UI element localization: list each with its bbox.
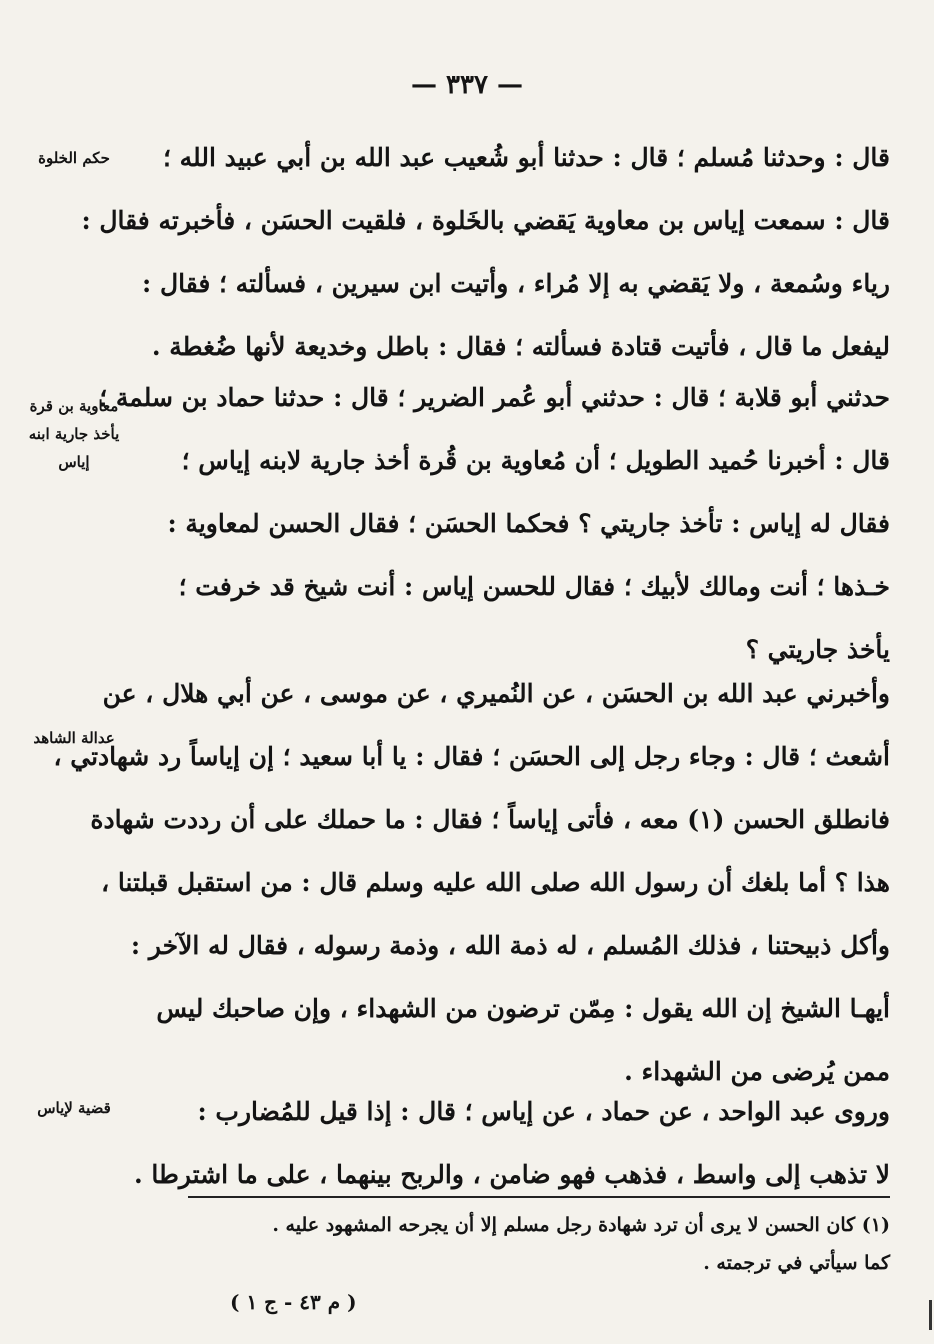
scan-edge-mark [929, 1300, 932, 1330]
text-line: هذا ؟ أما بلغك أن رسول الله صلى الله عليه وسلم قال : من استقبل قبلتنا ، [101, 868, 890, 897]
text-line: أشعث ؛ قال : وجاء رجل إلى الحسَن ؛ فقال : يا أبا سعيد ؛ إن إياساً رد شهادتي ، [53, 742, 890, 771]
text-line: قال : وحدثنا مُسلم ؛ قال : حدثنا أبو شُعيب عبد الله بن أبي عبيد الله ؛ [163, 143, 890, 172]
margin-gloss-seclusion: حكم الخلوة [38, 149, 110, 167]
text-line: فانطلق الحسن (١) معه ، فأتى إياساً ؛ فقال : ما حملك على أن رددت شهادة [90, 805, 890, 834]
text-line: رياء وسُمعة ، ولا يَقضي به إلا مُراء ، وأتيت ابن سيرين ، فسألته ؛ فقال : [142, 269, 890, 298]
text-line: وروى عبد الواحد ، عن حماد ، عن إياس ؛ قال : إذا قيل للمُضارب : [197, 1097, 890, 1126]
text-line: ليفعل ما قال ، فأتيت قتادة فسألته ؛ فقال : باطل وخديعة لأنها ضُغطة . [151, 332, 890, 361]
text-line: يأخذ جاريتي ؟ [745, 635, 890, 664]
text-line: وأخبرني عبد الله بن الحسَن ، عن النُميري ، عن موسى ، عن أبي هلال ، عن [102, 679, 890, 708]
printer-signature: ( م ٤٣ - ج ١ ) [230, 1290, 357, 1314]
text-line: وأكل ذبيحتنا ، فذلك المُسلم ، له ذمة الله ، وذمة رسوله ، فقال له الآخر : [130, 931, 890, 960]
gloss-line: إياس [58, 453, 90, 471]
footnote-line: (١) كان الحسن لا يرى أن ترد شهادة رجل مسلم إلا أن يجرحه المشهود عليه . [272, 1214, 890, 1236]
text-line: لا تذهب إلى واسط ، فذهب فهو ضامن ، والربح بينهما ، على ما اشترطا . [133, 1160, 890, 1189]
text-line: قال : سمعت إياس بن معاوية يَقضي بالخَلوة ، فلقيت الحسَن ، فأخبرته فقال : [81, 206, 890, 235]
paragraph-4 [133, 1080, 890, 1206]
gloss-line: يأخذ جارية ابنه [28, 425, 120, 443]
text-line: خـذها ؛ أنت ومالك لأبيك ؛ فقال للحسن إياس : أنت شيخ قد خرفت ؛ [178, 572, 890, 601]
paragraph-1 [81, 126, 890, 378]
text-line: ممن يُرضى من الشهداء . [624, 1057, 890, 1086]
footnote-divider [188, 1196, 890, 1198]
footnote [188, 1206, 890, 1282]
page-number: — ٣٣٧ — [410, 70, 524, 100]
footnote-line: كما سيأتي في ترجمته . [703, 1252, 890, 1274]
text-line: أيهـا الشيخ إن الله يقول : مِمّن ترضون من الشهداء ، وإن صاحبك ليس [156, 994, 890, 1023]
gloss-line: معاوية بن قرة [29, 397, 119, 415]
paragraph-2 [99, 366, 890, 681]
margin-gloss-witness: عدالة الشاهد [33, 729, 115, 747]
margin-gloss-iyas-case: قضية لإياس [37, 1099, 111, 1117]
text-line: قال : أخبرنا حُميد الطويل ؛ أن مُعاوية بن قُرة أخذ جارية لابنه إياس ؛ [181, 446, 890, 475]
margin-gloss-muawiya [4, 392, 144, 476]
text-line: فقال له إياس : تأخذ جاريتي ؟ فحكما الحسَن ؛ فقال الحسن لمعاوية : [167, 509, 890, 538]
text-line: حدثني أبو قلابة ؛ قال : حدثني أبو عُمر الضرير ؛ قال : حدثنا حماد بن سلمة ؛ [99, 383, 890, 412]
